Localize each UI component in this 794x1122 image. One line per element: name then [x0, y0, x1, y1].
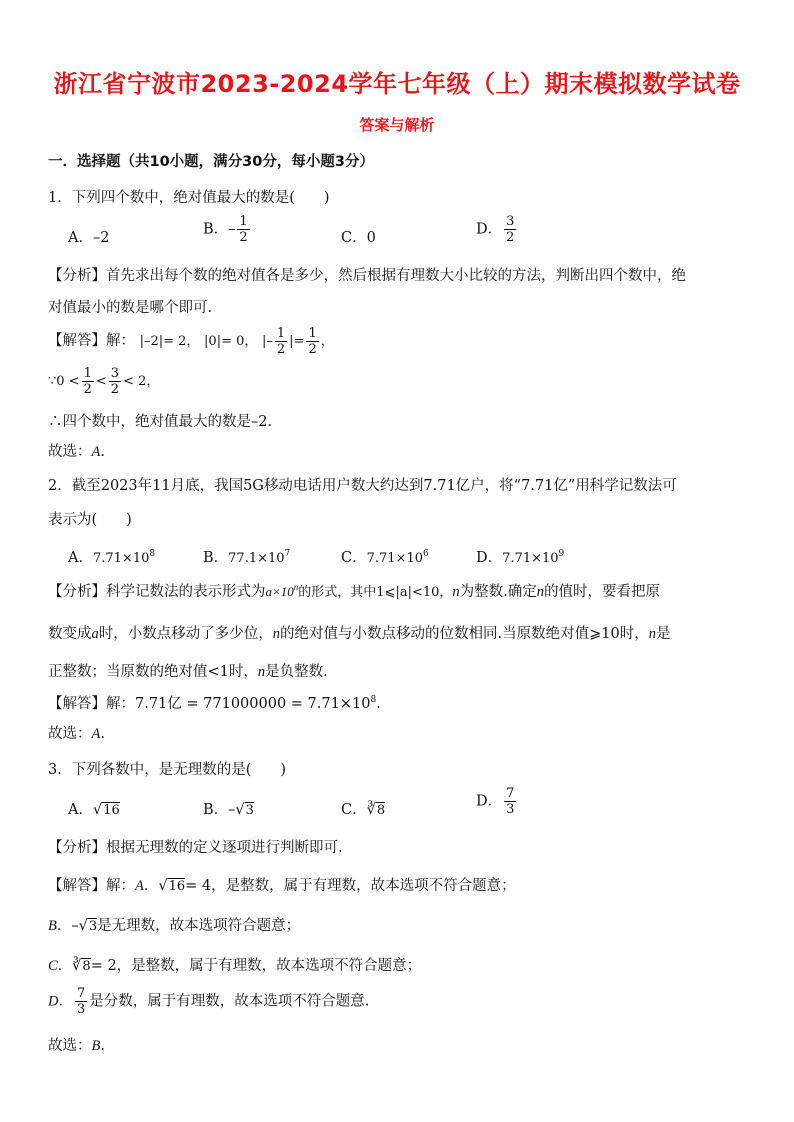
q3-analysis: 【分析】根据无理数的定义逐项进行判断即可. — [48, 840, 343, 856]
q1-choice: 故选：A. — [48, 444, 105, 460]
q1-option-c — [341, 226, 376, 247]
q2-answer: 【解答】解：7.71亿 = $771000000 = 7.71\times 10^8$. — [48, 695, 381, 712]
q3-answer-d: D． $\frac{7}{3}$ 是分数，属于有理数，故本选项不符合题意. — [48, 986, 370, 1017]
q3-choice: 故选：B. — [48, 1038, 105, 1054]
q1-answer — [48, 326, 334, 357]
q3-option-a: A．√16 — [68, 802, 120, 818]
q1-therefore: ∴四个数中，绝对值最大的数是–2. — [48, 414, 273, 430]
q2-option-c: C．$7.71\times 10^6$ — [341, 549, 429, 566]
q3-answer-a: 【解答】解：A．√16= 4，是整数，属于有理数，故本选项不符合题意； — [48, 878, 516, 894]
q2-analysis-line-1: 【分析】科学记数法的表示形式为$a\times 10^n$的形式，其中1⩽|a|<10，n为整数.确定n的值时，要看把原 — [48, 582, 660, 600]
q3-option-b: B．–√3 — [203, 802, 254, 818]
q1-option-b — [203, 214, 252, 245]
option-value: 0 — [366, 230, 376, 246]
q2-analysis-line-3: 正整数；当原数的绝对值<1时，n是负整数. — [48, 664, 328, 680]
option-label: B． — [203, 221, 229, 238]
q2-choice: 故选：A. — [48, 726, 105, 742]
option-label: A． — [68, 230, 93, 246]
q3-answer-b: B．–√3是无理数，故本选项符合题意； — [48, 918, 301, 934]
q1-analysis-line-1: 【分析】首先求出每个数的绝对值各是多少，然后根据有理数大小比较的方法，判断出四个数中，绝 — [48, 268, 686, 284]
option-label: D． — [476, 221, 503, 238]
section-heading: 一．选择题（共10小题，满分30分，每小题3分） — [48, 154, 374, 170]
q1-stem: 1．下列四个数中，绝对值最大的数是( ) — [48, 190, 330, 206]
page-title: 浙江省宁波市2023-2024学年七年级（上）期末模拟数学试卷 — [53, 70, 741, 98]
minus-sign: – — [228, 221, 236, 238]
q2-option-b: B．$77.1\times 10^7$ — [203, 549, 291, 566]
q1-because: ∵0 < $\frac{1}{2}$ < $\frac{3}{2}$ < 2， — [48, 366, 160, 397]
q1-option-d — [476, 214, 518, 245]
q2-analysis-line-2: 数变成a时，小数点移动了多少位，n的绝对值与小数点移动的位数相同.当原数绝对值⩾10时，n是 — [48, 626, 671, 642]
q3-option-d: D． $\frac{7}{3}$ — [476, 786, 515, 817]
q1-analysis-line-2: 对值最小的数是哪个即可. — [48, 300, 213, 316]
fraction: $\frac{3}{2}$ — [506, 214, 515, 245]
page-subtitle: 答案与解析 — [359, 116, 435, 134]
q3-stem: 3．下列各数中，是无理数的是( ) — [48, 762, 287, 778]
q2-stem-line-2: 表示为( ) — [48, 512, 132, 528]
q2-stem-line-1: 2．截至2023年11月底，我国5G移动电话用户数大约达到7.71亿户，将“7.71亿”用科学记数法可 — [48, 478, 677, 494]
math-expr: |–2|= 2， — [139, 334, 200, 349]
option-value: –2 — [92, 230, 110, 246]
math-expr: |– $\frac{1}{2}$ |= $\frac{1}{2}$ ， — [261, 326, 334, 357]
answer-prefix: 【解答】解： — [48, 333, 135, 349]
q3-option-c: C．∛8 — [341, 802, 386, 818]
math-expr: |0|= 0， — [204, 334, 258, 349]
q2-option-a: A．$7.71\times 10^8$ — [68, 549, 156, 566]
option-label: C． — [341, 230, 367, 246]
q3-answer-c: C．∛8= 2，是整数，属于有理数，故本选项不符合题意； — [48, 958, 422, 974]
q1-option-a — [68, 226, 109, 247]
q2-option-d: D．$7.71\times 10^9$ — [476, 549, 565, 566]
fraction: $\frac{1}{2}$ — [239, 214, 248, 245]
